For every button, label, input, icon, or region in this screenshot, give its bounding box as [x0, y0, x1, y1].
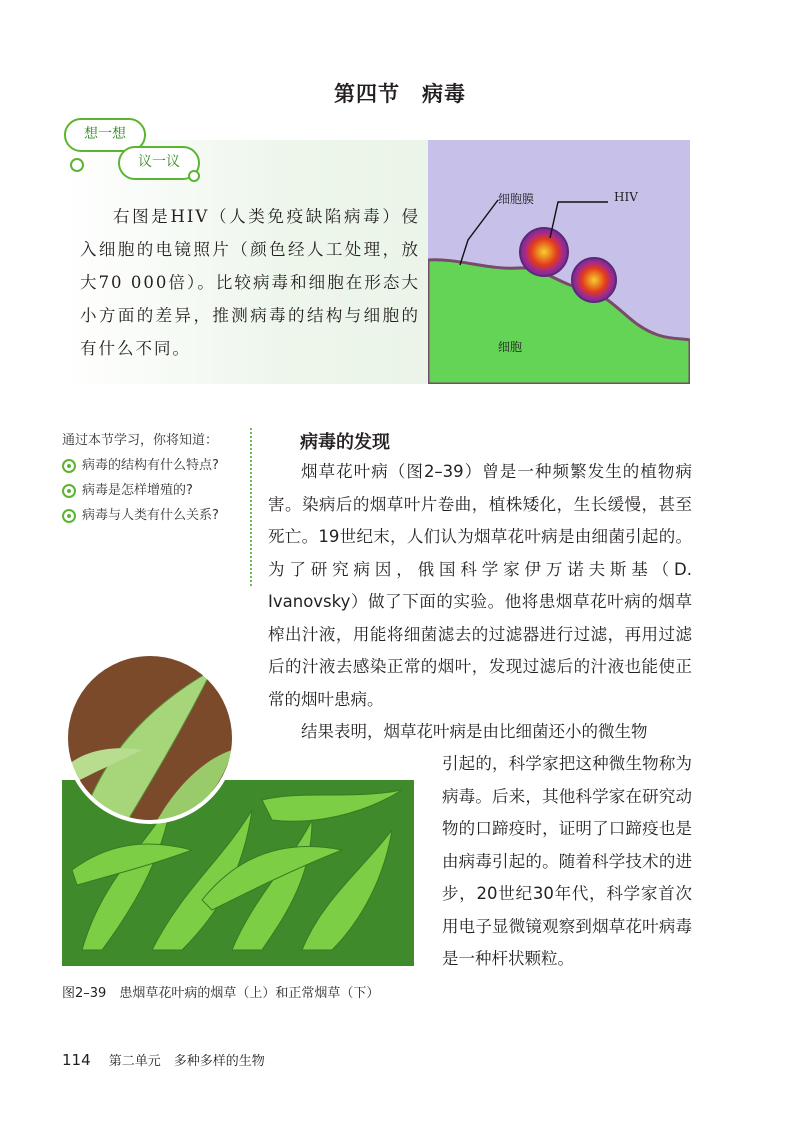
label-membrane: 细胞膜	[498, 192, 535, 206]
divider	[250, 428, 252, 586]
learning-goals	[62, 428, 242, 528]
bullet-icon	[62, 484, 76, 498]
hiv-micrograph-image	[428, 140, 690, 384]
goal-item: 病毒与人类有什么关系?	[62, 503, 242, 528]
bubble-dot	[70, 158, 84, 172]
label-hiv: HIV	[614, 190, 638, 204]
label-cell: 细胞	[498, 340, 523, 354]
section-heading: 病毒的发现	[300, 432, 390, 453]
page-title: 第四节 病毒	[334, 82, 466, 106]
unit-title: 第二单元 多种多样的生物	[108, 1054, 265, 1069]
bubble-dot	[188, 170, 200, 182]
page-footer	[62, 1050, 265, 1069]
figure-caption: 图2–39 患烟草花叶病的烟草（上）和正常烟草（下）	[62, 986, 380, 1001]
think-text: 右图是HIV（人类免疫缺陷病毒）侵入细胞的电镜照片（颜色经人工处理，放大70 000倍）。比较病毒和细胞在形态大小方面的差异，推测病毒的结构与细胞的有什么不同。	[80, 207, 420, 358]
goal-item: 病毒是怎样增殖的?	[62, 478, 242, 503]
paragraph-2-rest: 引起的，科学家把这种微生物称为病毒。后来，其他科学家在研究动物的口蹄疫时，证明了口蹄疫也是由病毒引起的。随着科学技术的进步，20世纪30年代，科学家首次用电子显微镜观察到烟草花叶病毒是一种杆状颗粒。	[442, 754, 692, 968]
paragraph-2-first-line: 结果表明，烟草花叶病是由比细菌还小的微生物	[301, 722, 648, 741]
bullet-icon	[62, 509, 76, 523]
tobacco-image	[62, 650, 414, 966]
tobacco-figure	[62, 650, 414, 966]
goals-intro: 通过本节学习，你将知道：	[62, 433, 219, 448]
hiv-micrograph	[428, 140, 690, 384]
discuss-bubble: 议一议	[118, 146, 200, 180]
think-bubble: 想一想	[64, 118, 146, 152]
paragraph-1: 烟草花叶病（图2–39）曾是一种频繁发生的植物病害。染病后的烟草叶片卷曲，植株矮化，生长缓慢，甚至死亡。19世纪末，人们认为烟草花叶病是由细菌引起的。为了研究病因，俄国科学家伊万诺夫斯基（D. Ivanovsky）做了下面的实验。他将患烟草花叶病的烟草榨出汁液，用能将细菌滤去的过滤器进行过滤，再用过滤后的汁液去感染正常的烟叶，发现过滤后的汁液也能使正常的烟叶患病。	[268, 462, 692, 709]
goal-item: 病毒的结构有什么特点?	[62, 453, 242, 478]
bullet-icon	[62, 459, 76, 473]
page-number: 114	[62, 1051, 91, 1069]
